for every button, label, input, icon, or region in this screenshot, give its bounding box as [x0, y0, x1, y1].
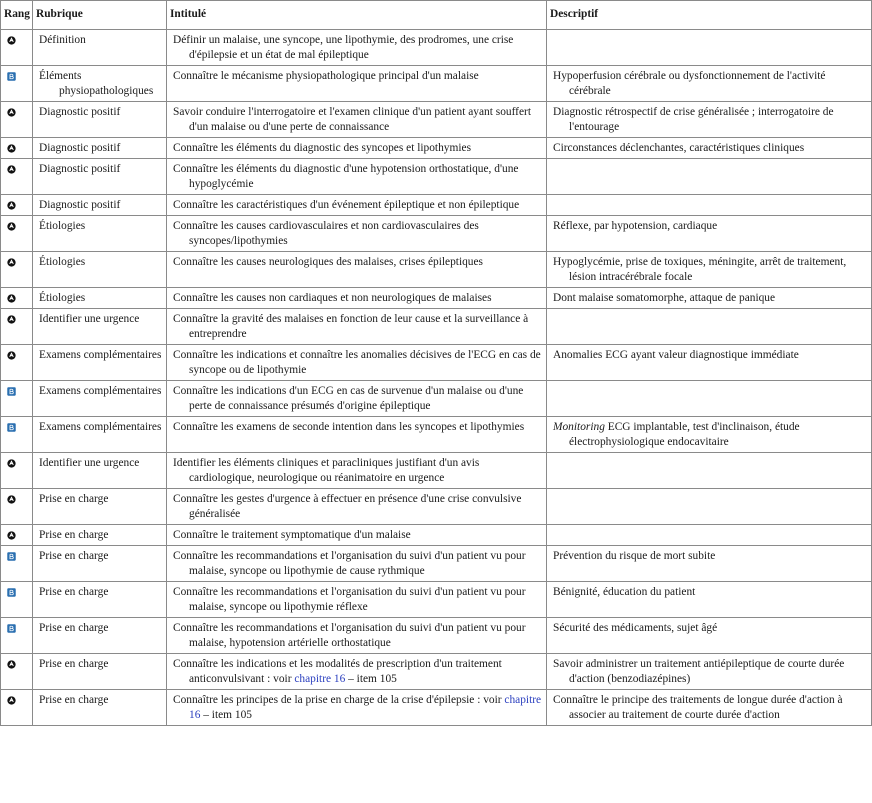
rubrique-text: Diagnostic positif [39, 142, 121, 154]
rank-b-icon [7, 588, 16, 597]
table-row [1, 159, 872, 195]
intitule-cell [167, 309, 547, 345]
table-row [1, 30, 872, 66]
descriptif-main: Dont malaise somatomorphe, attaque de panique [553, 292, 776, 304]
intitule-cell [167, 30, 547, 66]
intitule-after: – item 105 [345, 673, 397, 685]
rank-a-icon [7, 495, 16, 504]
table-row [1, 66, 872, 102]
rank-b-icon [7, 552, 16, 561]
intitule-cell [167, 618, 547, 654]
rubrique-cell [33, 66, 167, 102]
intitule-cell [167, 654, 547, 690]
intitule-text [173, 348, 543, 378]
rang-cell [1, 252, 33, 288]
rubrique-cell [33, 546, 167, 582]
rubrique-text: Diagnostic positif [39, 163, 121, 175]
descriptif-main: Savoir administrer un traitement antiépileptique de courte durée d'action (benzodiazépines) [553, 658, 845, 685]
intitule-main: Savoir conduire l'interrogatoire et l'examen clinique d'un patient ayant souffert d'un malaise ou d'une perte de connaissance [173, 106, 531, 133]
intitule-cell [167, 66, 547, 102]
intitule-text [173, 384, 543, 414]
rank-b-icon [7, 72, 16, 81]
descriptif-text [553, 693, 868, 723]
chapter-link[interactable]: chapitre 16 [189, 694, 542, 721]
intitule-cell [167, 102, 547, 138]
table-row [1, 252, 872, 288]
intitule-main: Connaître la gravité des malaises en fonction de leur cause et la surveillance à entreprendre [173, 313, 529, 340]
descriptif-cell [547, 30, 872, 66]
intitule-text [173, 33, 543, 63]
intitule-cell [167, 417, 547, 453]
intitule-text [173, 585, 543, 615]
descriptif-main: Réflexe, par hypotension, cardiaque [553, 220, 718, 232]
table-row [1, 417, 872, 453]
rank-a-icon [7, 315, 16, 324]
descriptif-cell [547, 417, 872, 453]
intitule-text [173, 693, 543, 723]
table-row [1, 453, 872, 489]
rang-cell [1, 159, 33, 195]
rank-a-icon [7, 165, 16, 174]
rang-cell [1, 30, 33, 66]
table-row [1, 546, 872, 582]
descriptif-cell [547, 489, 872, 525]
intitule-main: Connaître les recommandations et l'organisation du suivi d'un patient vu pour malaise, syncope ou lipothymie réflexe [173, 586, 526, 613]
rubrique-cell [33, 582, 167, 618]
rang-cell [1, 654, 33, 690]
intitule-cell [167, 690, 547, 726]
intitule-main: Connaître les indications et les modalités de prescription d'un traitement anticonvulsivant : voir [173, 658, 502, 685]
descriptif-main: Sécurité des médicaments, sujet âgé [553, 622, 718, 634]
rang-cell [1, 582, 33, 618]
intitule-text [173, 492, 543, 522]
rubrique-text: Prise en charge [39, 493, 109, 505]
rang-cell [1, 525, 33, 546]
rubrique-text: Identifier une urgence [39, 313, 140, 325]
intitule-after: – item 105 [200, 709, 252, 721]
intitule-main: Connaître les causes non cardiaques et non neurologiques de malaises [173, 292, 492, 304]
intitule-cell [167, 159, 547, 195]
rubrique-text: Prise en charge [39, 694, 109, 706]
rang-cell [1, 417, 33, 453]
intitule-main: Identifier les éléments cliniques et paracliniques justifiant d'un avis cardiologique, neurologique ou réanimatoire en urgence [173, 457, 480, 484]
header-rang: Rang [1, 1, 33, 30]
descriptif-text [553, 621, 868, 636]
descriptif-main: Hypoperfusion cérébrale ou dysfonctionnement de l'activité cérébrale [553, 70, 826, 97]
descriptif-text [553, 585, 868, 600]
descriptif-cell [547, 654, 872, 690]
header-intitule: Intitulé [167, 1, 547, 30]
rubrique-cell [33, 417, 167, 453]
rank-a-icon [7, 36, 16, 45]
intitule-main: Connaître les principes de la prise en charge de la crise d'épilepsie : voir [173, 694, 505, 706]
table-row [1, 288, 872, 309]
intitule-cell [167, 252, 547, 288]
descriptif-main: Diagnostic rétrospectif de crise généralisée ; interrogatoire de l'entourage [553, 106, 834, 133]
rubrique-text: Étiologies [39, 256, 86, 268]
rubrique-cell [33, 216, 167, 252]
intitule-cell [167, 195, 547, 216]
rubrique-text: Examens complémentaires [39, 385, 162, 397]
intitule-text [173, 420, 543, 435]
intitule-text [173, 105, 543, 135]
rank-b-icon [7, 387, 16, 396]
rubrique-cell [33, 654, 167, 690]
intitule-text [173, 528, 543, 543]
header-descriptif: Descriptif [547, 1, 872, 30]
table-row [1, 654, 872, 690]
table-row [1, 216, 872, 252]
rubrique-cell [33, 102, 167, 138]
descriptif-cell [547, 102, 872, 138]
descriptif-main: Connaître le principe des traitements de longue durée d'action à associer au traitement de courte durée d'action [553, 694, 843, 721]
rubrique-text: Diagnostic positif [39, 199, 121, 211]
intitule-text [173, 255, 543, 270]
descriptif-cell [547, 309, 872, 345]
intitule-text [173, 291, 543, 306]
rang-cell [1, 690, 33, 726]
descriptif-text [553, 105, 868, 135]
rubrique-cell [33, 138, 167, 159]
descriptif-cell [547, 159, 872, 195]
rubrique-cell [33, 690, 167, 726]
descriptif-cell [547, 690, 872, 726]
table-row [1, 195, 872, 216]
rank-b-icon [7, 423, 16, 432]
rubrique-text: Examens complémentaires [39, 421, 162, 433]
descriptif-text [553, 219, 868, 234]
intitule-main: Connaître les recommandations et l'organisation du suivi d'un patient vu pour malaise, hypotension artérielle orthostatique [173, 622, 526, 649]
rubrique-text: Prise en charge [39, 550, 109, 562]
descriptif-cell [547, 525, 872, 546]
rang-cell [1, 66, 33, 102]
rubrique-text: Examens complémentaires [39, 349, 162, 361]
rubrique-cell [33, 159, 167, 195]
intitule-cell [167, 453, 547, 489]
intitule-main: Connaître les recommandations et l'organisation du suivi d'un patient vu pour malaise, syncope ou lipothymie de cause rythmique [173, 550, 526, 577]
descriptif-cell [547, 546, 872, 582]
table-row [1, 489, 872, 525]
table-row [1, 102, 872, 138]
rubrique-text: Prise en charge [39, 658, 109, 670]
rank-a-icon [7, 108, 16, 117]
rank-a-icon [7, 531, 16, 540]
rubrique-text: Identifier une urgence [39, 457, 140, 469]
rank-a-icon [7, 258, 16, 267]
rubrique-cell [33, 345, 167, 381]
intitule-text [173, 621, 543, 651]
rubrique-cell [33, 489, 167, 525]
rang-cell [1, 288, 33, 309]
header-row [1, 1, 872, 30]
descriptif-main: ECG implantable, test d'inclinaison, étude électrophysiologique endocavitaire [569, 421, 800, 448]
intitule-cell [167, 546, 547, 582]
intitule-main: Connaître les éléments du diagnostic des syncopes et lipothymies [173, 142, 471, 154]
table-row [1, 381, 872, 417]
intitule-cell [167, 381, 547, 417]
rank-a-icon [7, 201, 16, 210]
intitule-text [173, 162, 543, 192]
descriptif-text [553, 348, 868, 363]
descriptif-cell [547, 381, 872, 417]
rank-a-icon [7, 222, 16, 231]
intitule-main: Connaître les caractéristiques d'un événement épileptique et non épileptique [173, 199, 520, 211]
rank-a-icon [7, 660, 16, 669]
descriptif-main: Circonstances déclenchantes, caractéristiques cliniques [553, 142, 805, 154]
intitule-text [173, 456, 543, 486]
descriptif-text [553, 420, 868, 450]
rubrique-text: Prise en charge [39, 586, 109, 598]
rang-cell [1, 546, 33, 582]
rubrique-text: Définition [39, 34, 86, 46]
rank-a-icon [7, 459, 16, 468]
descriptif-text [553, 657, 868, 687]
rang-cell [1, 489, 33, 525]
rubrique-text: Prise en charge [39, 529, 109, 541]
intitule-text [173, 549, 543, 579]
rank-a-icon [7, 351, 16, 360]
intitule-main: Connaître les gestes d'urgence à effectuer en présence d'une crise convulsive généralisée [173, 493, 522, 520]
chapter-link[interactable]: chapitre 16 [294, 673, 346, 685]
rang-cell [1, 195, 33, 216]
table-row [1, 525, 872, 546]
descriptif-cell [547, 345, 872, 381]
descriptif-cell [547, 138, 872, 159]
rubrique-cell [33, 309, 167, 345]
rang-cell [1, 138, 33, 159]
rank-a-icon [7, 144, 16, 153]
intitule-cell [167, 345, 547, 381]
descriptif-cell [547, 288, 872, 309]
intitule-main: Connaître les indications d'un ECG en cas de survenue d'un malaise ou d'une perte de connaissance présumés d'origine épileptique [173, 385, 524, 412]
rang-cell [1, 381, 33, 417]
intitule-main: Connaître les examens de seconde intention dans les syncopes et lipothymies [173, 421, 525, 433]
rubrique-text: Éléments physiopathologiques [39, 70, 154, 97]
intitule-main: Connaître les éléments du diagnostic d'une hypotension orthostatique, d'une hypoglycémie [173, 163, 519, 190]
rubrique-cell [33, 453, 167, 489]
intitule-cell [167, 288, 547, 309]
descriptif-text [553, 549, 868, 564]
descriptif-cell [547, 66, 872, 102]
intitule-text [173, 312, 543, 342]
intitule-main: Connaître le traitement symptomatique d'un malaise [173, 529, 411, 541]
intitule-text [173, 198, 543, 213]
descriptif-main: Prévention du risque de mort subite [553, 550, 716, 562]
intitule-main: Connaître les causes cardiovasculaires et non cardiovasculaires des syncopes/lipothymies [173, 220, 479, 247]
descriptif-text [553, 69, 868, 99]
intitule-text [173, 657, 543, 687]
descriptif-text [553, 141, 868, 156]
rang-cell [1, 345, 33, 381]
rubrique-cell [33, 252, 167, 288]
rubrique-text: Diagnostic positif [39, 106, 121, 118]
table-row [1, 138, 872, 159]
rank-a-icon [7, 696, 16, 705]
intitule-main: Connaître les indications et connaître les anomalies décisives de l'ECG en cas de syncope ou de lipothymie [173, 349, 541, 376]
rubrique-cell [33, 525, 167, 546]
table-row [1, 345, 872, 381]
intitule-main: Définir un malaise, une syncope, une lipothymie, des prodromes, une crise d'épilepsie et un état de mal épileptique [173, 34, 514, 61]
rubrique-cell [33, 618, 167, 654]
rubrique-text: Prise en charge [39, 622, 109, 634]
descriptif-main: Hypoglycémie, prise de toxiques, méningite, arrêt de traitement, lésion intracérébrale focale [553, 256, 847, 283]
rang-cell [1, 216, 33, 252]
rank-a-icon [7, 294, 16, 303]
descriptif-cell [547, 453, 872, 489]
rubrique-cell [33, 30, 167, 66]
descriptif-main: Anomalies ECG ayant valeur diagnostique immédiate [553, 349, 799, 361]
descriptif-cell [547, 618, 872, 654]
header-rubrique: Rubrique [33, 1, 167, 30]
intitule-text [173, 141, 543, 156]
descriptif-cell [547, 252, 872, 288]
intitule-cell [167, 489, 547, 525]
rubrique-text: Étiologies [39, 292, 86, 304]
intitule-text [173, 69, 543, 84]
rubrique-cell [33, 288, 167, 309]
rubrique-cell [33, 195, 167, 216]
descriptif-cell [547, 195, 872, 216]
intitule-cell [167, 582, 547, 618]
intitule-cell [167, 216, 547, 252]
intitule-cell [167, 138, 547, 159]
rang-cell [1, 309, 33, 345]
rang-cell [1, 618, 33, 654]
table-row [1, 582, 872, 618]
intitule-main: Connaître le mécanisme physiopathologique principal d'un malaise [173, 70, 479, 82]
rubrique-cell [33, 381, 167, 417]
table-row [1, 309, 872, 345]
descriptif-italic: Monitoring [553, 421, 605, 433]
descriptif-text [553, 255, 868, 285]
rang-cell [1, 102, 33, 138]
table-row [1, 618, 872, 654]
rubrique-text: Étiologies [39, 220, 86, 232]
intitule-text [173, 219, 543, 249]
rang-cell [1, 453, 33, 489]
descriptif-main: Bénignité, éducation du patient [553, 586, 696, 598]
table-row [1, 690, 872, 726]
descriptif-text [553, 291, 868, 306]
descriptif-cell [547, 216, 872, 252]
rank-b-icon [7, 624, 16, 633]
intitule-cell [167, 525, 547, 546]
descriptif-cell [547, 582, 872, 618]
intitule-main: Connaître les causes neurologiques des malaises, crises épileptiques [173, 256, 483, 268]
